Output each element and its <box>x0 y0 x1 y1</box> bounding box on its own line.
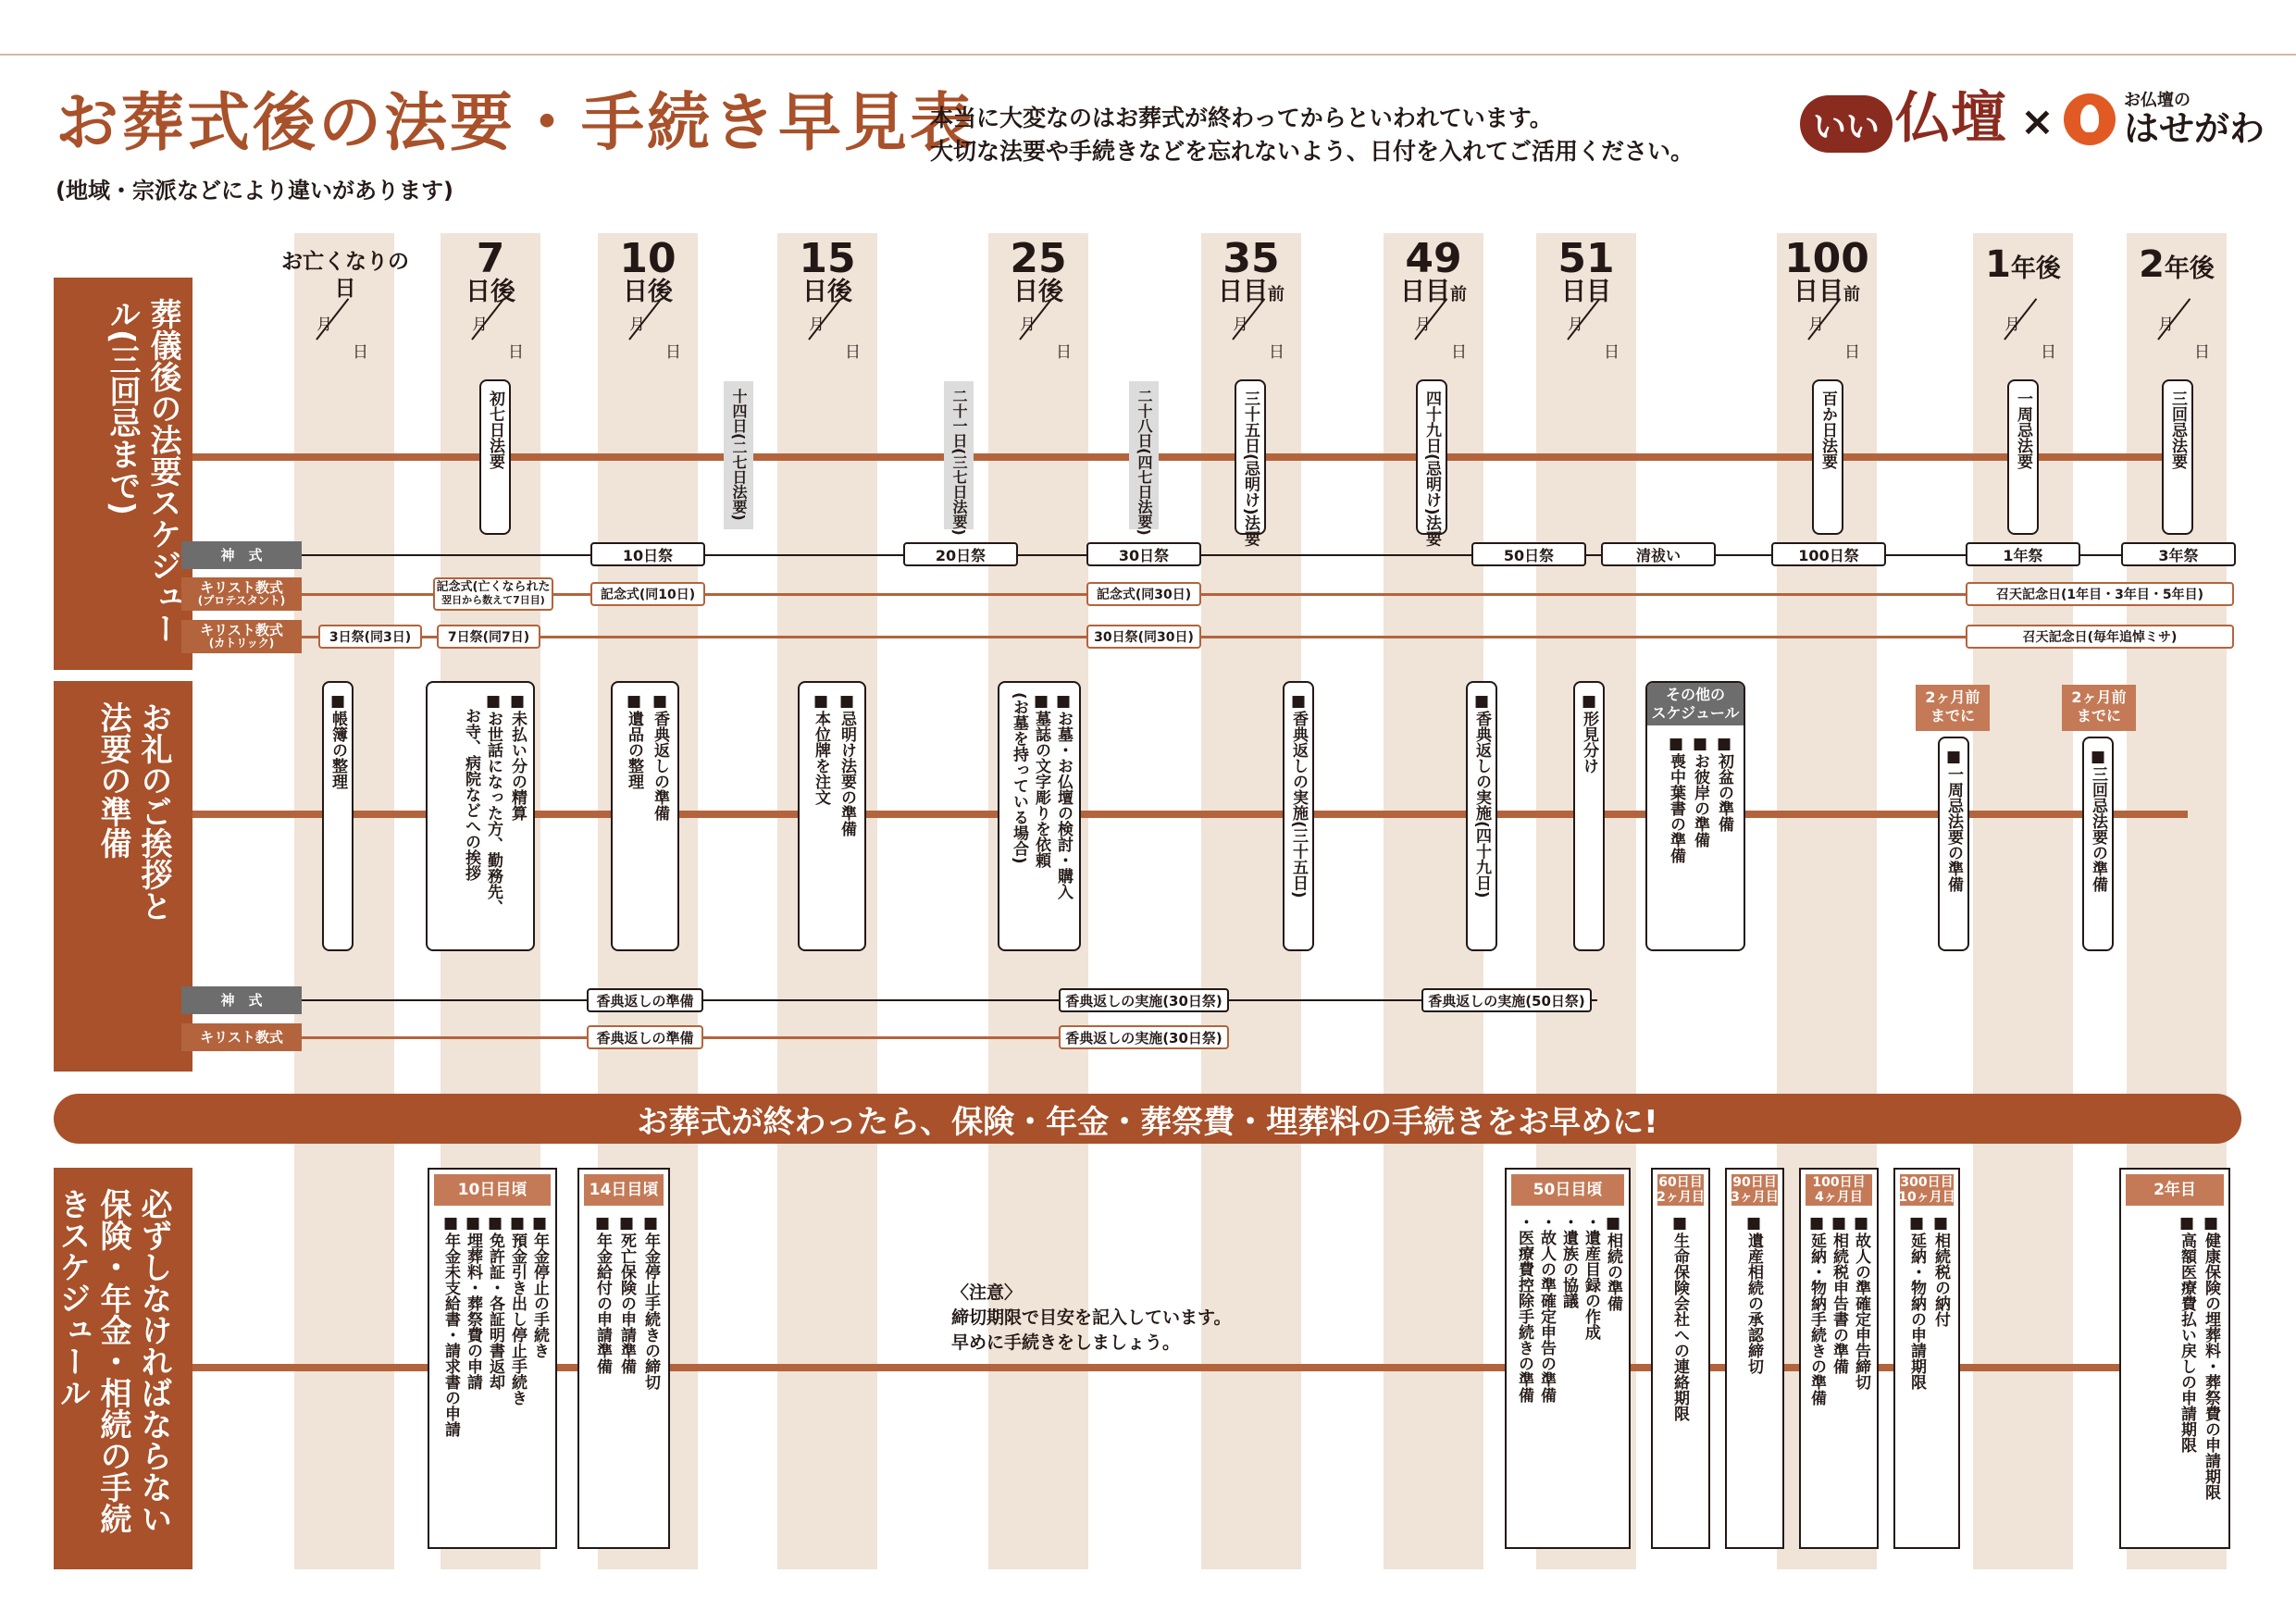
memorial-label: 十四日(二七日法要) <box>730 389 748 521</box>
note-line: 早めに手続きをしましょう。 <box>951 1332 1181 1353</box>
protestant-memorial30: 記念式(同30日) <box>1086 582 1201 606</box>
date-input-0[interactable] <box>307 311 372 366</box>
prep-other <box>1645 681 1745 951</box>
proc-10 <box>428 1168 557 1549</box>
column-unit: 日後 <box>623 278 673 306</box>
date-input-6[interactable] <box>1406 311 1471 366</box>
shinto-d50: 50日祭 <box>1471 542 1586 566</box>
prep-y2-label <box>2062 685 2136 731</box>
column-unit: 年後 <box>2010 254 2061 283</box>
column-number: 35 <box>1222 235 1280 282</box>
column-unit: 日目 <box>1561 278 1611 306</box>
proc-item: ・遺産目録の作成 <box>1582 1214 1600 1340</box>
prep-c2 <box>611 681 679 951</box>
prep-item: お寺、病院などへの挨拶 <box>462 692 480 881</box>
gift-shinto-line <box>302 999 1597 1001</box>
section-schedule-header <box>54 278 192 670</box>
proc-item: ■年金給付の申請準備 <box>593 1214 612 1374</box>
prep-c6 <box>1466 681 1497 951</box>
date-input-8[interactable] <box>1799 311 1864 366</box>
column-number: 10 <box>619 235 676 282</box>
prep-c1 <box>426 681 535 951</box>
proc-item: ・遺族の協議 <box>1559 1214 1578 1308</box>
title-note: (地域・宗派などにより違いがあります) <box>56 178 453 204</box>
date-input-3[interactable] <box>800 311 864 366</box>
date-input-10[interactable] <box>2149 311 2214 366</box>
day-label: 日 <box>845 343 861 362</box>
column-number: 51 <box>1558 235 1615 282</box>
prep-item: ■一周忌法要の準備 <box>1944 748 1963 892</box>
catholic-d7: 7日祭(同7日) <box>437 625 540 649</box>
column-header-10 <box>2117 243 2236 286</box>
memorial-y2 <box>2162 379 2193 535</box>
column-header-2 <box>594 235 701 306</box>
proc-label-line: 4ヶ月目 <box>1815 1190 1863 1205</box>
prep-item: ■帳簿の整理 <box>329 692 347 789</box>
proc-item: ■健康保険の埋葬料・葬祭費の申請期限 <box>2202 1214 2220 1500</box>
prep-c5 <box>1283 681 1314 951</box>
day-label: 日 <box>2194 343 2210 362</box>
column-number: 15 <box>799 235 856 282</box>
shinto-y1: 1年祭 <box>1966 542 2080 566</box>
date-input-7[interactable] <box>1558 311 1623 366</box>
proc-label-line: 60日目 <box>1658 1175 1703 1190</box>
prep-c7 <box>1573 681 1605 951</box>
column-header-9 <box>1964 243 2082 286</box>
column-unit: 日後 <box>802 278 852 306</box>
proc-label-line: 100日目 <box>1812 1175 1866 1190</box>
proc-item: ■延納・物納手続きの準備 <box>1807 1214 1826 1406</box>
day-label: 日 <box>1604 343 1620 362</box>
proc-100 <box>1799 1168 1879 1549</box>
partner-small: お仏壇の <box>2124 91 2191 110</box>
label-line: までに <box>2076 707 2121 725</box>
note-line: 〈注意〉 <box>951 1282 1023 1303</box>
proc-label <box>1806 1174 1872 1206</box>
prep-c0 <box>322 681 354 951</box>
proc-label <box>1900 1174 1954 1206</box>
memorial-label: 二十八日(四七日法要) <box>1136 389 1153 536</box>
month-label: 月 <box>316 316 332 334</box>
date-input-2[interactable] <box>620 311 685 366</box>
proc-item: ■死亡保険の申請準備 <box>617 1214 636 1374</box>
day-label: 日 <box>1844 343 1860 362</box>
column-number: お亡くなりの <box>281 250 409 274</box>
day-label: 日 <box>1451 343 1467 362</box>
date-input-5[interactable] <box>1223 311 1288 366</box>
memorial-d21 <box>944 381 974 536</box>
shinto-d10: 10日祭 <box>590 542 705 566</box>
shinto-d20: 20日祭 <box>903 542 1018 566</box>
day-label: 日 <box>1269 343 1285 362</box>
day-label: 日 <box>665 343 681 362</box>
memorial-d49 <box>1416 379 1447 547</box>
religion-name: キリスト教式 <box>200 622 283 638</box>
column-number: 7 <box>476 235 505 282</box>
month-label: 月 <box>1808 316 1824 334</box>
column-mark: 前 <box>1843 285 1860 304</box>
proc-item: ■免許証・各証明書返却 <box>486 1214 504 1390</box>
memorial-d35 <box>1235 379 1266 547</box>
column-unit: 日 <box>334 277 356 301</box>
proc-14 <box>577 1168 670 1549</box>
brand-name: 仏壇 <box>1895 86 2006 151</box>
intro-line: 本当に大変なのはお葬式が終わってからといわれています。 <box>930 105 1553 131</box>
column-header-0 <box>257 252 433 300</box>
proc-label <box>1657 1174 1704 1206</box>
memorial-label: 三回忌法要 <box>2168 390 2187 469</box>
day-label: 日 <box>1056 343 1072 362</box>
memorial-d14 <box>724 381 753 529</box>
religion-shinto-label: 神 式 <box>181 541 302 569</box>
prep-c4 <box>998 681 1081 951</box>
shinto-purify: 清祓い <box>1601 542 1716 566</box>
column-unit: 日後 <box>465 278 515 306</box>
proc-50 <box>1505 1168 1631 1549</box>
page-title: お葬式後の法要・手続き早見表 <box>56 87 976 160</box>
prep-item: ■墓誌の文字彫りを依頼 <box>1032 692 1050 868</box>
section-title: 葬儀後の法要スケジュール(三回忌まで) <box>104 298 181 644</box>
intro-line: 大切な法要や手続きなどを忘れないよう、日付を入れてご活用ください。 <box>930 138 1694 165</box>
catholic-d3: 3日祭(同3日) <box>318 625 422 649</box>
label-line: 2ヶ月前 <box>1925 688 1980 706</box>
memorial-d7 <box>479 379 511 535</box>
proc-label <box>1731 1174 1778 1206</box>
proc-label: 10日目頃 <box>434 1174 551 1206</box>
proc-label-line: 2ヶ月目 <box>1657 1190 1705 1205</box>
prep-item: ■三回忌法要の準備 <box>2089 748 2107 892</box>
day-label: 日 <box>2041 343 2056 362</box>
proc-label: 50日目頃 <box>1511 1174 1624 1206</box>
column-unit-wrap <box>1380 279 1487 304</box>
label-line: までに <box>1930 707 1975 725</box>
memorial-d28 <box>1129 381 1159 536</box>
gift-shinto-30: 香典返しの実施(30日祭) <box>1059 988 1229 1012</box>
month-label: 月 <box>1568 316 1583 334</box>
proc-60 <box>1651 1168 1710 1549</box>
event-line: 記念式(亡くなられた <box>436 580 551 594</box>
column-mark: 前 <box>1450 285 1467 304</box>
protestant-heaven: 召天記念日(1年目・3年目・5年目) <box>1966 582 2234 606</box>
brand-times: × <box>2020 98 2054 145</box>
month-label: 月 <box>1415 316 1431 334</box>
month-label: 月 <box>1020 316 1036 334</box>
catholic-heaven: 召天記念日(毎年追悼ミサ) <box>1966 625 2234 649</box>
event-line: 翌日から数えて7日目) <box>441 594 545 606</box>
religion-name: キリスト教式 <box>200 579 283 596</box>
memorial-label: 百か日法要 <box>1818 390 1837 469</box>
column-unit: 日目 <box>1400 278 1450 306</box>
memorial-label: 初七日法要 <box>486 390 504 469</box>
column-number: 2 <box>2139 243 2165 286</box>
column-unit: 日目 <box>1218 278 1268 306</box>
proc-item: ■年金停止の手続き <box>530 1214 549 1358</box>
proc-item: ■故人の準確定申告締切 <box>1852 1214 1870 1390</box>
month-label: 月 <box>2004 316 2020 334</box>
prep-item: ■初盆の準備 <box>1715 735 1733 832</box>
column-header-7 <box>1533 235 1640 306</box>
religion-sub: (プロテスタント) <box>197 594 286 607</box>
shinto-d30: 30日祭 <box>1086 542 1201 566</box>
prep-c3 <box>798 681 866 951</box>
caution-note <box>951 1281 1231 1356</box>
gift-christian-label: キリスト教式 <box>181 1023 302 1051</box>
religion-sub: (カトリック) <box>208 637 275 650</box>
prep-item: ■本位牌を注文 <box>812 692 830 805</box>
memorial-label: 一周忌法要 <box>2014 390 2032 469</box>
column-unit: 日目 <box>1793 278 1843 306</box>
column-number: 100 <box>1784 235 1869 282</box>
date-input-9[interactable] <box>1995 311 2060 366</box>
column-header-4 <box>985 235 1092 306</box>
prep-item: ■形見分け <box>1580 692 1598 774</box>
other-label-line: スケジュール <box>1651 704 1740 722</box>
proc-item: ■相続の準備 <box>1604 1214 1622 1311</box>
month-label: 月 <box>472 316 488 334</box>
proc-item: ・医療費控除手続きの準備 <box>1515 1214 1533 1403</box>
intro-text <box>930 102 1694 168</box>
gift-shinto-label: 神 式 <box>181 986 302 1014</box>
note-line: 締切期限で目安を記入しています。 <box>951 1307 1232 1328</box>
brand-ii-badge: いい <box>1800 95 1893 153</box>
memorial-y1 <box>2007 379 2039 535</box>
section-preparation-header <box>54 681 192 1072</box>
month-label: 月 <box>809 316 825 334</box>
label-line: 2ヶ月前 <box>2071 688 2127 706</box>
date-input-1[interactable] <box>463 311 527 366</box>
prep-item: ■喪中葉書の準備 <box>1667 735 1685 863</box>
memorial-d100 <box>1812 379 1843 535</box>
proc-item: ■延納・物納の申請期限 <box>1907 1214 1926 1390</box>
other-schedule-label <box>1647 683 1744 725</box>
section-title: お礼のご挨拶と法要の準備 <box>94 701 172 922</box>
column-header-6 <box>1380 235 1487 306</box>
proc-label-line: 3ヶ月目 <box>1731 1190 1779 1205</box>
top-divider <box>0 54 2296 56</box>
procedure-banner: お葬式が終わったら、保険・年金・葬祭費・埋葬料の手続きをお早めに! <box>54 1094 2241 1144</box>
partner-name: はせがわ <box>2124 108 2265 149</box>
memorial-label: 四十九日(忌明け)法要 <box>1422 390 1441 547</box>
day-label: 日 <box>353 343 368 362</box>
prep-y2 <box>2082 737 2114 951</box>
prep-item: ■お世話になった方、勤務先、 <box>484 692 503 915</box>
proc-item: ・故人の準確定申告の準備 <box>1537 1214 1556 1403</box>
proc-y2 <box>2119 1168 2230 1549</box>
section-procedures-header <box>54 1168 192 1569</box>
other-label-line: その他の <box>1665 686 1725 703</box>
column-number: 49 <box>1405 235 1462 282</box>
month-label: 月 <box>1233 316 1248 334</box>
catholic-d30: 30日祭(同30日) <box>1086 625 1201 649</box>
protestant-memorial10: 記念式(同10日) <box>590 582 705 606</box>
prep-item: ■未払い分の精算 <box>508 692 527 821</box>
column-unit-wrap <box>1773 279 1880 304</box>
prep-item: (お墓を持っている場合) <box>1010 692 1028 864</box>
month-label: 月 <box>629 316 645 334</box>
proc-item: ■遺産相続の承認締切 <box>1744 1214 1763 1374</box>
column-number: 25 <box>1010 235 1067 282</box>
prep-item: ■忌明け法要の準備 <box>838 692 856 836</box>
proc-label-line: 90日目 <box>1732 1175 1777 1190</box>
column-header-1 <box>437 235 544 306</box>
religion-catholic-label <box>181 620 302 653</box>
hasegawa-logo-icon <box>2064 93 2116 145</box>
proc-label: 14日目頃 <box>584 1174 664 1206</box>
catholic-line <box>302 636 2232 638</box>
column-unit: 年後 <box>2164 254 2215 283</box>
column-unit: 日後 <box>1013 278 1063 306</box>
proc-item: ■年金停止手続きの締切 <box>641 1214 660 1390</box>
proc-label-line: 10ヶ月目 <box>1898 1190 1955 1205</box>
date-input-4[interactable] <box>1011 311 1075 366</box>
prep-y1-label <box>1916 685 1990 731</box>
memorial-label: 二十一日(三七日法要) <box>950 389 968 536</box>
religion-protestant-label <box>181 577 302 611</box>
prep-item: ■遺品の整理 <box>625 692 643 789</box>
day-label: 日 <box>508 343 524 362</box>
prep-y1 <box>1938 737 1969 951</box>
proc-label-line: 300日目 <box>1900 1175 1954 1190</box>
proc-item: ■相続税の納付 <box>1931 1214 1950 1327</box>
proc-90 <box>1725 1168 1784 1549</box>
gift-christian-30: 香典返しの実施(30日祭) <box>1059 1025 1229 1049</box>
prep-item: ■お墓・お仏壇の検討・購入 <box>1054 692 1073 899</box>
column-mark: 前 <box>1268 285 1285 304</box>
prep-item: ■香典返しの実施(四十九日) <box>1472 692 1491 898</box>
section-title: 必ずしなければならない保険・年金・相続の手続きスケジュール <box>54 1188 172 1534</box>
gift-shinto-50: 香典返しの実施(50日祭) <box>1421 988 1592 1012</box>
prep-item: ■香典返しの実施(三十五日) <box>1289 692 1308 898</box>
proc-item: ■預金引き出し停止手続き <box>508 1214 527 1406</box>
proc-item: ■生命保険会社への連絡期限 <box>1670 1214 1689 1421</box>
proc-item: ■相続税申告書の準備 <box>1830 1214 1848 1374</box>
column-header-5 <box>1198 235 1305 306</box>
prep-item: ■お彼岸の準備 <box>1691 735 1709 848</box>
column-header-3 <box>774 235 881 306</box>
column-number: 1 <box>1985 243 2011 286</box>
gift-shinto-prep: 香典返しの準備 <box>587 988 703 1012</box>
proc-item: ■埋葬料・葬祭費の申請 <box>464 1214 482 1390</box>
gift-christian-prep: 香典返しの準備 <box>587 1025 703 1049</box>
shinto-d100: 100日祭 <box>1771 542 1886 566</box>
proc-item: ■高額医療費払い戻しの申請期限 <box>2178 1214 2196 1453</box>
prep-item: ■香典返しの準備 <box>651 692 669 821</box>
proc-item: ■年金未支給書・請求書の申請 <box>441 1214 460 1437</box>
memorial-label: 三十五日(忌明け)法要 <box>1241 390 1260 547</box>
proc-label: 2年目 <box>2126 1174 2224 1206</box>
month-label: 月 <box>2158 316 2174 334</box>
column-unit-wrap <box>1198 279 1305 304</box>
shinto-y3: 3年祭 <box>2121 542 2236 566</box>
column-header-8 <box>1773 235 1880 306</box>
protestant-memorial7 <box>433 577 553 611</box>
proc-300 <box>1893 1168 1960 1549</box>
